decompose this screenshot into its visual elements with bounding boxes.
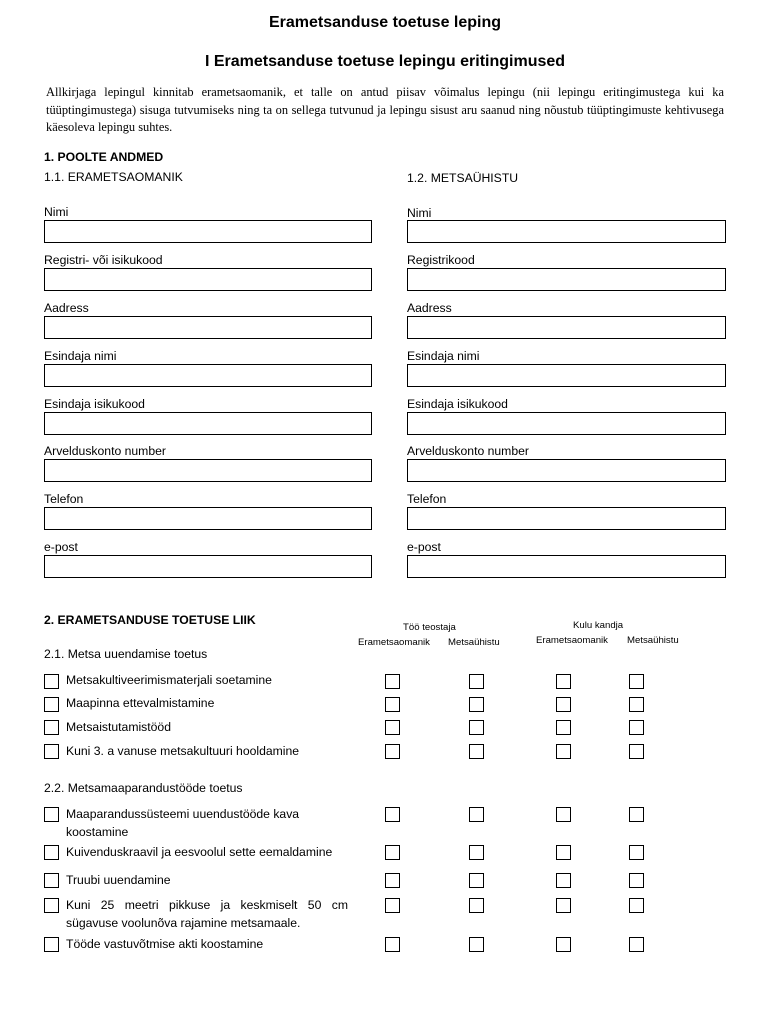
- col-performer-association: Metsaühistu: [448, 637, 500, 648]
- section2-heading: 2. ERAMETSANDUSE TOETUSE LIIK: [44, 613, 256, 627]
- col-payer-owner: Erametsaomanik: [536, 635, 608, 646]
- payer-owner-checkbox[interactable]: [556, 898, 571, 913]
- performer-owner-checkbox[interactable]: [385, 937, 400, 952]
- payer-owner-checkbox[interactable]: [556, 807, 571, 822]
- owner-email-field[interactable]: [44, 555, 372, 578]
- payer-owner-checkbox[interactable]: [556, 744, 571, 759]
- owner-email-label: e-post: [44, 540, 78, 554]
- payer-owner-checkbox[interactable]: [556, 720, 571, 735]
- assoc-phone-field[interactable]: [407, 507, 726, 530]
- owner-rep-id-label: Esindaja isikukood: [44, 397, 145, 411]
- col-group-performer: Töö teostaja: [403, 622, 456, 633]
- subsection-2-1: 2.1. Metsa uuendamise toetus: [44, 647, 208, 661]
- performer-association-checkbox[interactable]: [469, 937, 484, 952]
- payer-owner-checkbox[interactable]: [556, 697, 571, 712]
- performer-owner-checkbox[interactable]: [385, 720, 400, 735]
- item-label: Kuni 3. a vanuse metsakultuuri hooldamine: [66, 744, 300, 758]
- performer-association-checkbox[interactable]: [469, 697, 484, 712]
- col-performer-owner: Erametsaomanik: [358, 637, 430, 648]
- assoc-name-field[interactable]: [407, 220, 726, 243]
- owner-address-field[interactable]: [44, 316, 372, 339]
- item-checkbox[interactable]: [44, 720, 59, 735]
- left-party-title: 1.1. ERAMETSAOMANIK: [44, 170, 183, 184]
- section1-heading-number: 1: [44, 150, 51, 164]
- performer-owner-checkbox[interactable]: [385, 807, 400, 822]
- performer-association-checkbox[interactable]: [469, 674, 484, 689]
- right-party-title: 1.2. METSAÜHISTU: [407, 171, 519, 185]
- item-label: Tööde vastuvõtmise akti koostamine: [66, 937, 264, 951]
- performer-owner-checkbox[interactable]: [385, 674, 400, 689]
- item-label: Metsakultiveerimismaterjali soetamine: [66, 673, 272, 687]
- performer-owner-checkbox[interactable]: [385, 845, 400, 860]
- payer-owner-checkbox[interactable]: [556, 873, 571, 888]
- assoc-rep-name-field[interactable]: [407, 364, 726, 387]
- assoc-phone-label: Telefon: [407, 492, 447, 506]
- item-checkbox[interactable]: [44, 807, 59, 822]
- payer-association-checkbox[interactable]: [629, 898, 644, 913]
- performer-owner-checkbox[interactable]: [385, 697, 400, 712]
- assoc-email-field[interactable]: [407, 555, 726, 578]
- assoc-rep-name-label: Esindaja nimi: [407, 349, 480, 363]
- assoc-rep-id-label: Esindaja isikukood: [407, 397, 508, 411]
- document-subtitle: I Erametsanduse toetuse lepingu eritingimused: [204, 53, 566, 70]
- assoc-account-label: Arvelduskonto number: [407, 444, 529, 458]
- owner-account-label: Arvelduskonto number: [44, 444, 166, 458]
- performer-association-checkbox[interactable]: [469, 873, 484, 888]
- performer-association-checkbox[interactable]: [469, 845, 484, 860]
- payer-owner-checkbox[interactable]: [556, 674, 571, 689]
- performer-association-checkbox[interactable]: [469, 744, 484, 759]
- item-checkbox[interactable]: [44, 744, 59, 759]
- assoc-account-field[interactable]: [407, 459, 726, 482]
- item-checkbox[interactable]: [44, 674, 59, 689]
- assoc-address-field[interactable]: [407, 316, 726, 339]
- payer-association-checkbox[interactable]: [629, 873, 644, 888]
- assoc-name-label: Nimi: [407, 206, 432, 220]
- performer-owner-checkbox[interactable]: [385, 898, 400, 913]
- col-group-payer: Kulu kandja: [573, 620, 624, 631]
- payer-association-checkbox[interactable]: [629, 697, 644, 712]
- owner-address-label: Aadress: [44, 301, 89, 315]
- item-label: Metsaistutamistööd: [66, 720, 171, 734]
- payer-association-checkbox[interactable]: [629, 845, 644, 860]
- owner-account-field[interactable]: [44, 459, 372, 482]
- payer-association-checkbox[interactable]: [629, 744, 644, 759]
- owner-rep-name-field[interactable]: [44, 364, 372, 387]
- item-label: Maaparandussüsteemi uuendustööde kava koostamine: [66, 807, 300, 839]
- payer-association-checkbox[interactable]: [629, 674, 644, 689]
- performer-owner-checkbox[interactable]: [385, 744, 400, 759]
- owner-regcode-field[interactable]: [44, 268, 372, 291]
- col-payer-association: Metsaühistu: [627, 635, 679, 646]
- assoc-rep-id-field[interactable]: [407, 412, 726, 435]
- owner-name-label: Nimi: [44, 205, 69, 219]
- intro-paragraph: Allkirjaga lepingul kinnitab erametsaomanik, et talle on antud piisav võimalus lepingu (nii lepingu eritingimustega kui ka tüüptingimustega) sisuga tutvumiseks ning ta on sellega tutvunud ja lepingu sisust aru saanud ning nõustub tüüptingimuste kehtivusega käesoleva lepingu suhtes.: [46, 85, 724, 134]
- performer-association-checkbox[interactable]: [469, 720, 484, 735]
- payer-association-checkbox[interactable]: [629, 720, 644, 735]
- owner-name-field[interactable]: [44, 220, 372, 243]
- item-checkbox[interactable]: [44, 937, 59, 952]
- performer-association-checkbox[interactable]: [469, 898, 484, 913]
- item-label: Kuivenduskraavil ja eesvoolul sette eemaldamine: [66, 845, 333, 859]
- assoc-regcode-label: Registrikood: [407, 253, 475, 267]
- assoc-regcode-field[interactable]: [407, 268, 726, 291]
- owner-rep-id-field[interactable]: [44, 412, 372, 435]
- item-label: Kuni 25 meetri pikkuse ja keskmiselt 50 cm sügavuse voolunõva rajamine metsamaale.: [66, 898, 348, 930]
- payer-association-checkbox[interactable]: [629, 937, 644, 952]
- document-title: Erametsanduse toetuse leping: [268, 14, 502, 31]
- item-checkbox[interactable]: [44, 697, 59, 712]
- performer-owner-checkbox[interactable]: [385, 873, 400, 888]
- item-label: Truubi uuendamine: [66, 873, 171, 887]
- subsection-2-2: 2.2. Metsamaaparandustööde toetus: [44, 781, 243, 795]
- performer-association-checkbox[interactable]: [469, 807, 484, 822]
- payer-owner-checkbox[interactable]: [556, 845, 571, 860]
- section1-heading: [44, 150, 163, 164]
- payer-owner-checkbox[interactable]: [556, 937, 571, 952]
- owner-phone-field[interactable]: [44, 507, 372, 530]
- owner-regcode-label: Registri- või isikukood: [44, 253, 163, 267]
- payer-association-checkbox[interactable]: [629, 807, 644, 822]
- assoc-address-label: Aadress: [407, 301, 452, 315]
- assoc-email-label: e-post: [407, 540, 441, 554]
- item-label: Maapinna ettevalmistamine: [66, 696, 215, 710]
- item-checkbox[interactable]: [44, 873, 59, 888]
- item-checkbox[interactable]: [44, 898, 59, 913]
- owner-rep-name-label: Esindaja nimi: [44, 349, 117, 363]
- owner-phone-label: Telefon: [44, 492, 84, 506]
- item-checkbox[interactable]: [44, 845, 59, 860]
- section1-heading-text: . POOLTE ANDMED: [50, 150, 164, 164]
